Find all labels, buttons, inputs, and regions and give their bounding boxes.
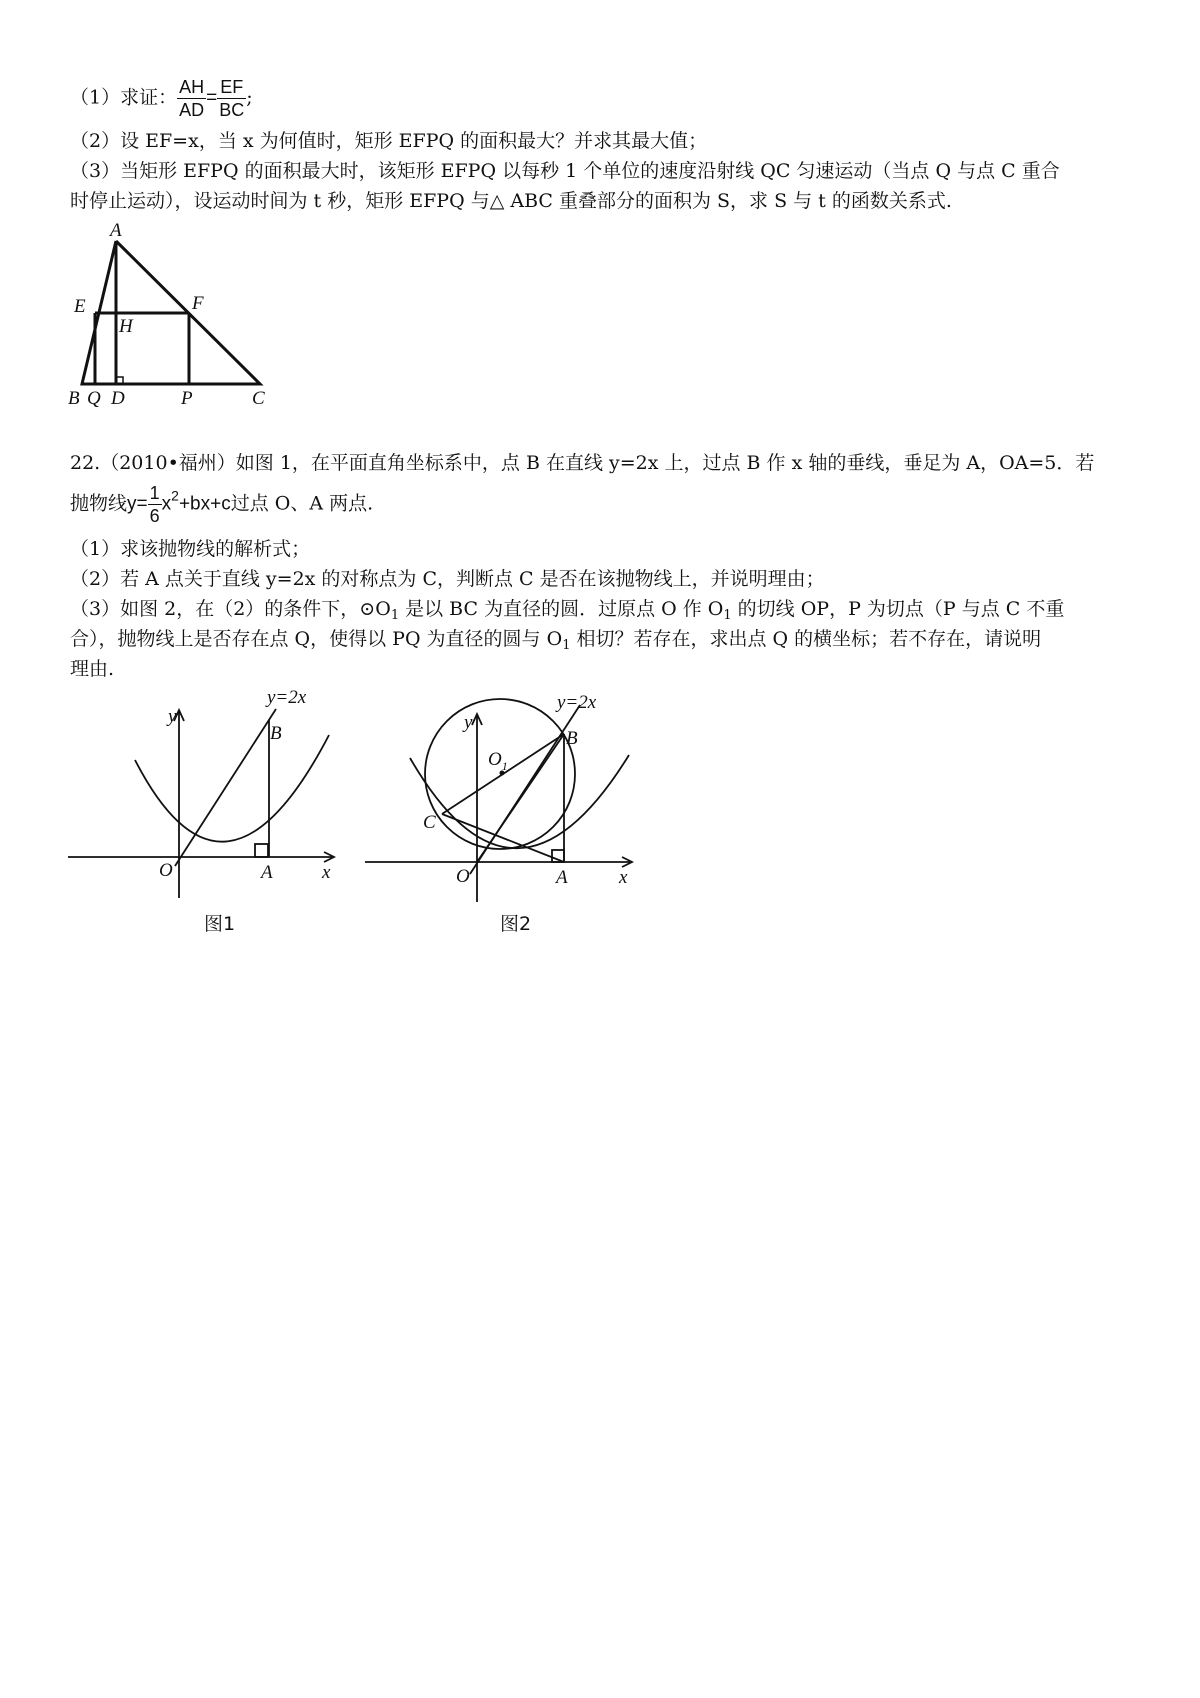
label-o1 bbox=[488, 749, 508, 773]
label-b: B bbox=[566, 728, 578, 749]
label-c: C bbox=[252, 388, 265, 409]
math-rest: +bx+c bbox=[178, 493, 231, 515]
q3-line2-part-a: 合），抛物线上是否存在点 Q，使得以 PQ 为直径的圆与 O bbox=[70, 628, 563, 650]
label-d: D bbox=[111, 388, 125, 409]
parabola bbox=[410, 755, 629, 848]
label-o: O bbox=[456, 866, 470, 887]
problem-22-q3-line-3: 理由. bbox=[70, 658, 115, 680]
frac-den-6: 6 bbox=[149, 506, 160, 526]
label-f: F bbox=[192, 293, 204, 314]
q3-line1-part-a: （3）如图 2，在（2）的条件下，⊙O bbox=[70, 598, 391, 620]
q3-line1-part-c: 的切线 OP，P 为切点（P 与点 C 不重 bbox=[731, 598, 1065, 620]
label-x: x bbox=[322, 862, 331, 883]
line2-prefix: 抛物线 bbox=[70, 492, 128, 515]
subscript-1b: 1 bbox=[723, 608, 732, 623]
label-o1-main: O bbox=[488, 749, 502, 770]
label-a: A bbox=[110, 220, 122, 241]
q3-line2-part-b: 相切？若存在，求出点 Q 的横坐标；若不存在，请说明 bbox=[570, 628, 1042, 650]
problem-22-q1: （1）求该抛物线的解析式； bbox=[70, 538, 311, 560]
math-x: x bbox=[161, 493, 172, 515]
label-o: O bbox=[159, 860, 173, 881]
line2-suffix: 过点 O、A 两点. bbox=[230, 492, 374, 515]
q1-prefix: （1）求证： bbox=[70, 86, 178, 109]
question-3-line-2: 时停止运动），设运动时间为 t 秒，矩形 EFPQ 与△ ABC 重叠部分的面积为 S，求 S 与 t 的函数关系式. bbox=[70, 190, 952, 212]
label-e: E bbox=[74, 296, 86, 317]
problem-22-line-1: 22.（2010•福州）如图 1，在平面直角坐标系中，点 B 在直线 y=2x 上，过点 B 作 x 轴的垂线，垂足为 A，OA=5．若 bbox=[70, 452, 1095, 474]
label-o1-sub: 1 bbox=[501, 759, 508, 773]
math-y-eq: y= bbox=[127, 493, 148, 515]
question-3-line-1: （3）当矩形 EFPQ 的面积最大时，该矩形 EFPQ 以每秒 1 个单位的速度沿射线 QC 匀速运动（当点 Q 与点 C 重合 bbox=[70, 160, 1060, 182]
label-y: y bbox=[168, 706, 177, 727]
label-x: x bbox=[619, 867, 628, 888]
label-c: C bbox=[423, 812, 436, 833]
q3-line1-part-b: 是以 BC 为直径的圆．过原点 O 作 O bbox=[399, 598, 724, 620]
frac-den-ad: AD bbox=[179, 100, 205, 120]
equals-sign: = bbox=[206, 87, 218, 109]
question-2: （2）设 EF=x，当 x 为何值时，矩形 EFPQ 的面积最大？并求其最大值； bbox=[70, 130, 708, 152]
label-b: B bbox=[68, 388, 80, 409]
label-p: P bbox=[181, 388, 193, 409]
q1-suffix: ; bbox=[246, 86, 253, 109]
label-y: y bbox=[464, 712, 473, 733]
caption-figure-1: 图1 bbox=[204, 913, 236, 935]
frac-den-bc: BC bbox=[219, 100, 245, 120]
label-y-eq-2x: y=2x bbox=[267, 687, 307, 708]
label-h: H bbox=[119, 316, 133, 337]
caption-figure-2: 图2 bbox=[500, 913, 532, 935]
math-exponent: 2 bbox=[171, 487, 179, 504]
label-y-eq-2x: y=2x bbox=[557, 692, 597, 713]
label-a: A bbox=[261, 862, 273, 883]
label-a: A bbox=[556, 867, 568, 888]
subscript-1: 1 bbox=[390, 608, 400, 623]
label-q: Q bbox=[87, 388, 101, 409]
frac-num-1: 1 bbox=[149, 483, 160, 503]
subscript-1c: 1 bbox=[562, 638, 571, 653]
frac-num-ah: AH bbox=[179, 77, 205, 97]
problem-22-q2: （2）若 A 点关于直线 y=2x 的对称点为 C，判断点 C 是否在该抛物线上，并说明理由； bbox=[70, 568, 825, 590]
frac-num-ef: EF bbox=[217, 76, 246, 99]
label-b: B bbox=[270, 723, 282, 744]
